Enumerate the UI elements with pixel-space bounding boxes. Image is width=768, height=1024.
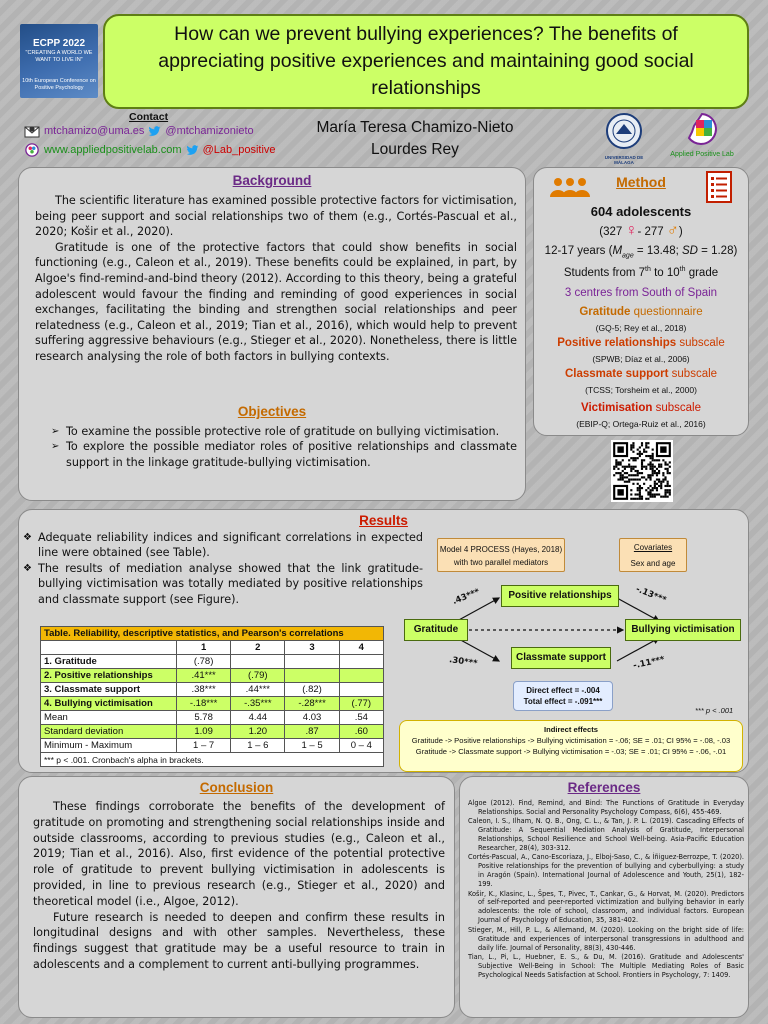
instrument-gratitude-ref: (GQ-5; Rey et al., 2018): [595, 323, 687, 333]
contact-row-web: [24, 143, 276, 157]
university-logo-text: UNIVERSIDAD DE MÁLAGA: [604, 155, 644, 165]
conclusion-panel: [18, 776, 455, 1018]
model-box: Model 4 PROCESS (Hayes, 2018) with two parallel mediators: [437, 538, 565, 572]
reference-item: Algoe (2012). Find, Remind, and Bind: The Functions of Gratitude in Everyday Relationships. Social and Personality Psychology Compass, 6(6), 455-469.: [468, 799, 744, 816]
website-link[interactable]: www.appliedpositivelab.com: [44, 144, 182, 156]
significance-note: *** p < .001: [695, 706, 734, 715]
university-logo: [596, 112, 652, 168]
twitter-icon: [148, 126, 161, 137]
node-gratitude: Gratitude: [404, 619, 468, 641]
conclusion-paragraph: Future research is needed to deepen and confirm these results in longitudinal designs and with other samples. Nevertheless, these findings suggest that gratitude may be a useful resource to train in adolescents and a complement to current anti-bullying programmes.: [33, 910, 445, 971]
twitter-handle-2-link[interactable]: @Lab_positive: [202, 144, 276, 156]
results-bullet: ❖ The results of mediation analyse showed that the link gratitude-bullying victimisation was totally mediated by positive relationships and classmate support (see Figure).: [23, 561, 423, 607]
direct-effect: Direct effect = -.004: [526, 686, 600, 695]
results-heading: Results: [359, 513, 408, 528]
male-symbol-icon: ♂: [666, 222, 679, 239]
envelope-person-icon: [24, 124, 40, 138]
references-list: [468, 799, 744, 980]
correlation-table: [40, 626, 384, 767]
twitter-handle-1-link[interactable]: @mtchamizonieto: [165, 125, 254, 137]
poster-title: How can we prevent bullying experiences? The benefits of appreciating positive experiences and maintaining good social relationships: [158, 23, 694, 99]
table-row: 2. Positive relationships .41*** (.79): [41, 669, 384, 683]
university-crest-icon: [603, 112, 645, 150]
table-header-cell: 2: [231, 641, 285, 655]
lab-logo: [664, 112, 740, 162]
contact-label: Contact: [129, 111, 169, 123]
results-bullet: ❖ Adequate reliability indices and significant correlations in expected line were obtained (see Table).: [23, 530, 423, 561]
twitter-icon: [186, 145, 199, 156]
reference-item: Cortés-Pascual, A., Cano-Escoriaza, J., Elboj-Saso, C., & Íñiguez-Berrozpe, T. (2020). Positive relationships for the prevention of bullying and cyberbullying: a study in Aragón (Spain). International Journal of Adolescence and Youth, 25(1), 182-199.: [468, 853, 744, 889]
background-paragraph: The scientific literature has examined possible protective factors for victimisation, being peer support and social relationships two of them (e.g., Cortés-Pascual et al., 2020; Košir et al., 2020).: [35, 194, 517, 239]
table-row: Standard deviation 1.09 1.20 .87 .60: [41, 725, 384, 739]
covariates-text: Sex and age: [630, 559, 676, 568]
table-row: Mean 5.78 4.44 4.03 .54: [41, 711, 384, 725]
objectives-list: [51, 424, 517, 470]
applied-positive-lab-logo-icon: [24, 143, 40, 157]
indirect-effects-box: [399, 720, 743, 772]
reference-item: Stieger, M., Hill, P. L., & Allemand, M. (2020). Looking on the bright side of life: Gratitude and experiences of interpersonal transgressions in adulthood and daily life. Journal of Personality, 88(3), 430-446.: [468, 925, 744, 952]
instrument-positive-relationships-ref: (SPWB; Díaz et al., 2006): [592, 354, 690, 364]
lab-logo-text: Applied Positive Lab: [670, 151, 734, 158]
age-range: 12-17 years ($M_{age} = 13.48$; SD = 1.28): [544, 245, 738, 260]
contact-row-email: [24, 124, 254, 138]
indirect-effects-title: Indirect effects: [543, 725, 599, 734]
author-2: Lourdes Rey: [371, 141, 459, 158]
female-count: 327: [603, 226, 623, 238]
table-row: 3. Classmate support .38*** .44*** (.82): [41, 683, 384, 697]
objective-item: ➢ To explore the possible mediator roles of positive relationships and classmate support in the linkage gratitude-bullying victimisation.: [51, 439, 517, 470]
applied-positive-lab-logo-icon: [684, 112, 720, 146]
email-link[interactable]: mtchamizo@uma.es: [44, 125, 145, 137]
instrument-victimisation-ref: (EBIP-Q; Ortega-Ruiz et al., 2016): [576, 419, 706, 429]
table-header-cell: 1: [177, 641, 231, 655]
conference-logo-title: ECPP 2022: [32, 38, 86, 49]
table-caption: Table. Reliability, descriptive statistics, and Pearson's correlations: [41, 627, 384, 641]
method-panel: [533, 167, 749, 436]
gender-split: (327 ♀- 277 ♂): [599, 222, 683, 239]
conference-logo-slogan: "CREATING A WORLD WE WANT TO LIVE IN": [25, 50, 93, 63]
table-header-cell: 3: [285, 641, 339, 655]
reference-item: Tian, L., Pi, L., Huebner, E. S., & Du, M. (2016). Gratitude and Adolescents' Subjective Well-Being in School: The Multiple Mediating Roles of Basic Psychological Needs Satisfaction at School. Frontiers in Psychology, 7: 1409.: [468, 952, 744, 979]
grade-range: Students from 7th to 10th grade: [563, 266, 719, 279]
objectives-heading: Objectives: [237, 404, 307, 419]
node-classmate-support: Classmate support: [511, 647, 611, 669]
coef-positive-bullying: -.13***: [634, 584, 668, 606]
results-bullets: [23, 530, 423, 607]
references-heading: References: [567, 780, 641, 795]
conference-logo: [20, 24, 98, 98]
coef-classmate-bullying: -.11***: [632, 654, 666, 672]
node-bullying-victimisation: Bullying victimisation: [625, 619, 741, 641]
sample-size: 604 adolescents: [590, 204, 692, 219]
effects-box: [513, 681, 613, 711]
background-paragraph: Gratitude is one of the protective factors that could show benefits in social functioning (e.g., Caleon et al., 2019). These benefits could be explained, in part, by Algoe's find-remind-and-bind theory (2012). According to this theory, being a grateful adolescent would favour the finding and reminding of good experiences in social exchanges, facilitating the binding and strengthen social relationships and peer relatedness (e.g., Caleon et al., 2019; Tian et al., 2016), which would help to prevent suffering aggressive behaviours (e.g., Stieger et al., 2020). Nonetheless, there is little research analysing the role of both factors in bullying contexts.: [35, 240, 517, 363]
conference-logo-subtitle: 10th European Conference on Positive Psychology: [22, 78, 96, 91]
total-effect: Total effect = -.091***: [523, 697, 603, 706]
coef-gratitude-positive: .43***: [451, 587, 482, 607]
reference-item: Caleon, I. S., Ilham, N. Q. B., Ong, C. L., & Tan, J. P. L. (2019). Cascading Effects of Gratitude: A Sequential Mediation Analysis of Gratitude, Interpersonal Relationships, School Resilience and School Well-being. Asia-Pacific Education Researcher, 28(4), 303-312.: [468, 817, 744, 853]
background-panel: [18, 167, 526, 501]
coef-gratitude-classmate: .30***: [448, 655, 478, 669]
instrument-classmate-support-ref: (TCSS; Torsheim et al., 2000): [585, 385, 697, 395]
objective-item: ➢ To examine the possible protective role of gratitude on bullying victimisation.: [51, 424, 517, 439]
table-header-row: [41, 641, 384, 655]
covariates-title: Covariates: [633, 543, 673, 552]
background-heading: Background: [232, 173, 312, 188]
node-positive-relationships: Positive relationships: [501, 585, 619, 607]
questionnaire-list-icon: [706, 171, 732, 203]
background-text: [35, 193, 517, 365]
male-count: 277: [644, 226, 664, 238]
author-1: María Teresa Chamizo-Nieto: [316, 119, 514, 136]
qr-code[interactable]: [608, 440, 676, 502]
instrument-gratitude: Gratitude questionnaire: [579, 306, 703, 318]
female-symbol-icon: ♀: [625, 222, 638, 239]
instrument-classmate-support: Classmate support subscale: [564, 368, 718, 380]
table-note: *** p < .001. Cronbach's alpha in brackets.: [41, 753, 384, 767]
method-heading: Method: [616, 174, 666, 190]
table-row: 1. Gratitude (.78): [41, 655, 384, 669]
table-row: Minimum - Maximum 1 – 7 1 – 6 1 – 5 0 – 4: [41, 739, 384, 753]
mediation-figure: [397, 526, 747, 772]
mediation-arrows: [397, 526, 747, 696]
instrument-victimisation: Victimisation subscale: [581, 402, 701, 414]
references-panel: [459, 776, 749, 1018]
instrument-positive-relationships: Positive relationships subscale: [557, 337, 725, 349]
indirect-effect: Gratitude -> Positive relationships -> Bullying victimisation = -.06; SE = .01; CI 95% = -.08, -.03: [411, 736, 731, 745]
conclusion-heading: Conclusion: [199, 780, 274, 795]
conclusion-text: [33, 799, 445, 973]
centres: 3 centres from South of Spain: [564, 287, 718, 299]
indirect-effect: Gratitude -> Classmate support -> Bullying victimisation = -.03; SE = .01; CI 95% = -.06, -.01: [415, 747, 727, 756]
poster-title-box: [103, 14, 749, 109]
table-row: 4. Bullying victimisation -.18*** -.35*** -.28*** (.77): [41, 697, 384, 711]
results-panel: [18, 509, 749, 773]
reference-item: Košir, K., Klasinc, L., Špes, T., Pivec, T., Cankar, G., & Horvat, M. (2020). Predictors of self-reported and peer-reported victimization and bullying behavior in early adolescents: the role of school, classroom, and individual factors. European Journal of Psychology of Education, 35, 381-402.: [468, 889, 744, 925]
conclusion-paragraph: These findings corroborate the benefits of the development of gratitude on promoting and strengthening social relationships inside and outside classrooms, according to previous studies (e.g., Caleon et al., 2019; Tian et al., 2016). Also, first evidence of the potential protective role of gratitude to prevent bullying victimisation in adolescents is provided, in line to previous research (e.g., Stieger et al., 2020) and theoretical model (i.e., Algoe, 2012).: [33, 800, 445, 908]
table-header-cell: 4: [339, 641, 383, 655]
